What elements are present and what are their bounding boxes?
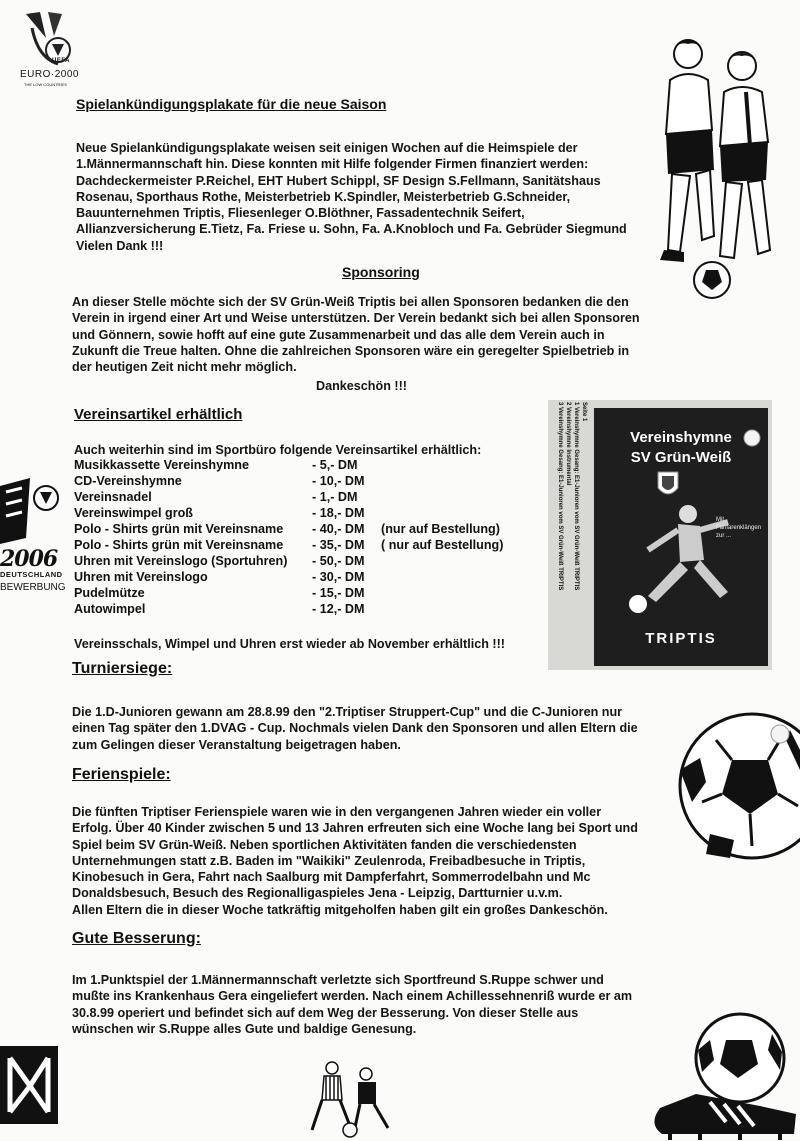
- item-price: - 18,- DM: [312, 506, 365, 520]
- section-title-vereinsartikel: Vereinsartikel erhältlich: [74, 406, 243, 423]
- euro-2000-logo: [18, 8, 88, 90]
- text-line: 1.Männermannschaft hin. Diese konnten mit Hilfe folgender Firmen finanziert werden:: [76, 157, 589, 172]
- text-line: Unternehmungen statt z.B. Baden im "Waikiki" Zeulenroda, Freibadbesuche in Triptis,: [72, 853, 586, 868]
- text-line: An dieser Stelle möchte sich der SV Grün-Weiß Triptis bei allen Sponsoren bedanken die den: [72, 295, 629, 309]
- vereinsartikel-footer: [74, 636, 505, 652]
- item-price: - 10,- DM: [312, 474, 365, 488]
- text-line: einen Tag später den 1.DVAG - Cup. Nochmals vielen Dank den Sponsoren und allen Eltern die: [72, 721, 638, 736]
- item-name: Autowimpel: [74, 602, 146, 616]
- item-price: - 12,- DM: [312, 602, 365, 616]
- euro-label: EURO·2000: [20, 69, 79, 80]
- section-sponsoring-body: [72, 294, 712, 375]
- text-line: Zukunft die Treue halten. Ohne die zahlreichen Sponsoren wäre ein geregelter Spielbetrieb in: [72, 343, 630, 358]
- intro-text: Auch weiterhin sind im Sportbüro folgende Vereinsartikel erhältlich:: [74, 443, 482, 457]
- vereinsartikel-list: [74, 458, 554, 618]
- text-line: Allen Eltern die in dieser Woche tatkräftig mitgeholfen haben gilt ein großes Dankeschön.: [72, 902, 608, 917]
- item-name: Vereinswimpel groß: [74, 506, 193, 520]
- text-line: Neue Spielankündigungsplakate weisen seit einigen Wochen auf die Heimspiele der: [76, 141, 578, 155]
- ball-and-boot-illustration: [640, 1010, 800, 1141]
- uefa-label: UEFA: [52, 58, 71, 64]
- wm-2006-emblem-icon: [0, 478, 62, 548]
- text-line: Verein in irgend einer Art und Weise unterstützen. Der Verein bedankt sich bei allen Sponsoren: [72, 311, 640, 326]
- text-line: der heutigen Zeit nicht mehr möglich.: [72, 360, 297, 375]
- item-price: - 1,- DM: [312, 490, 358, 504]
- thanks-text: Dankeschön !!!: [316, 379, 407, 393]
- item-price: - 15,- DM: [312, 586, 365, 600]
- cover-small-text: Mit Fanfarenklängen zur ...: [716, 517, 762, 539]
- cover-track-2: 2 Vereinshymne Instrumental: [565, 402, 571, 486]
- section-title-sponsoring: Sponsoring: [342, 264, 420, 280]
- section-ferienspiele-body: [72, 804, 712, 918]
- cover-title-2: SV Grün-Weiß: [630, 449, 732, 466]
- footer-text: Vereinsschals, Wimpel und Uhren erst wieder ab November erhältlich !!!: [74, 637, 505, 651]
- item-note: (nur auf Bestellung): [381, 522, 500, 536]
- cover-side-text: [552, 402, 590, 664]
- text-line: Die 1.D-Junioren gewann am 28.8.99 den "2.Triptiser Struppert-Cup" und die C-Junioren nur: [72, 705, 623, 719]
- vereinsartikel-intro: [74, 442, 481, 458]
- item-name: Vereinsnadel: [74, 490, 152, 504]
- text-line: zum Gelingen dieser Veranstaltung beigetragen haben.: [72, 737, 401, 752]
- item-name: Polo - Shirts grün mit Vereinsname: [74, 522, 284, 536]
- cover-side-label: Seite 1: [581, 402, 587, 422]
- section-title-plakate: Spielankündigungsplakate für die neue Saison: [76, 96, 387, 112]
- text-line: und Gönnern, sowie hofft auf eine gute Zusammenarbeit und das alle dem Verein auch in: [72, 327, 605, 342]
- text-line: Vielen Dank !!!: [76, 238, 164, 253]
- item-name: Uhren mit Vereinslogo: [74, 570, 208, 584]
- text-line: Im 1.Punktspiel der 1.Männermannschaft verletzte sich Sportfreund S.Ruppe schwer und: [72, 973, 604, 987]
- text-line: Erfolg. Über 40 Kinder zwischen 5 und 13 Jahren erfreuten sich eine Woche lang bei Sport und: [72, 821, 638, 836]
- pin-icon: [742, 428, 762, 448]
- section-title-besserung: Gute Besserung:: [72, 930, 201, 947]
- section-besserung-body: [72, 972, 692, 1037]
- wm-2006-logo: [0, 478, 66, 598]
- text-line: wünschen wir S.Ruppe alles Gute und baldige Genesung.: [72, 1021, 417, 1036]
- section-title-ferienspiele: Ferienspiele:: [72, 766, 171, 783]
- cover-track-3: 3 Vereinshymne Gesang: E1-Junioren vom SV Grün-Weiß TRIPTIS: [557, 402, 563, 591]
- item-price: - 40,- DM: [312, 522, 365, 536]
- text-line: mußte ins Krankenhaus Gera eingeliefert werden. Nach einem Achillessehnenriß wurde er am: [72, 989, 633, 1004]
- dfb-logo-icon: [0, 1046, 60, 1126]
- text-line: 30.8.99 operiert und befindet sich auf dem Weg der Besserung. Von dieser Stelle aus: [72, 1005, 579, 1020]
- cover-title-1: Vereinshymne: [630, 429, 732, 446]
- bottom-players-illustration: [292, 1060, 412, 1140]
- cassette-cover: [548, 400, 772, 670]
- section-plakate-body: [76, 140, 696, 254]
- item-price: - 35,- DM: [312, 538, 365, 552]
- text-line: Donaldsbesuch, Besuch des Regionalligaspieles Jena - Leipzig, Dartturnier u.v.m.: [72, 886, 563, 901]
- text-line: Rosenau, Sporthaus Rothe, Meisterbetrieb K.Spindler, Meisterbetrieb G.Schneider,: [76, 189, 571, 204]
- text-line: Allianzversicherung E.Tietz, Fa. Friese u. Sohn, Fa. A.Knobloch und Fa. Gebrüder Siegmund: [76, 222, 627, 237]
- text-line: Bauunternehmen Triptis, Fliesenleger O.Blöthner, Fassadentechnik Seifert,: [76, 206, 525, 221]
- item-name: Pudelmütze: [74, 586, 145, 600]
- club-crest-icon: [656, 470, 680, 500]
- section-turniersiege-body: [72, 704, 712, 753]
- item-price: - 30,- DM: [312, 570, 365, 584]
- text-line: Spiel beim SV Grün-Weiß. Neben sportlichen Aktivitäten fanden die verschiedensten: [72, 837, 577, 852]
- item-price: - 50,- DM: [312, 554, 365, 568]
- item-name: CD-Vereinshymne: [74, 474, 182, 488]
- cover-track-1: 1 Vereinshymne Gesang: E1-Junioren vom SV Grün-Weiß TRIPTIS: [573, 402, 579, 591]
- item-price: - 5,- DM: [312, 458, 358, 472]
- item-note: ( nur auf Bestellung): [381, 538, 504, 552]
- text-line: Kinobesuch in Gera, Fahrt nach Saalburg mit Dampferfahrt, Sommerrodelbahn und Mc: [72, 870, 591, 885]
- wm-year: 2006: [0, 546, 58, 572]
- wm-bewerbung: BEWERBUNG: [0, 582, 66, 593]
- section-title-turniersiege: Turniersiege:: [72, 660, 173, 677]
- cover-bottom-title: TRIPTIS: [645, 630, 717, 647]
- item-name: Uhren mit Vereinslogo (Sportuhren): [74, 554, 288, 568]
- item-name: Polo - Shirts grün mit Vereinsname: [74, 538, 284, 552]
- text-line: Dachdeckermeister P.Reichel, EHT Hubert Schippl, SF Design S.Fellmann, Sanitätshaus: [76, 173, 601, 188]
- item-name: Musikkassette Vereinshymne: [74, 458, 250, 472]
- sponsoring-thanks: [316, 378, 407, 394]
- text-line: Die fünften Triptiser Ferienspiele waren wie in den vergangenen Jahren wieder ein voller: [72, 805, 602, 819]
- euro-sub-label: THE LOW COUNTRIES: [24, 82, 67, 87]
- wm-country: DEUTSCHLAND: [0, 570, 63, 579]
